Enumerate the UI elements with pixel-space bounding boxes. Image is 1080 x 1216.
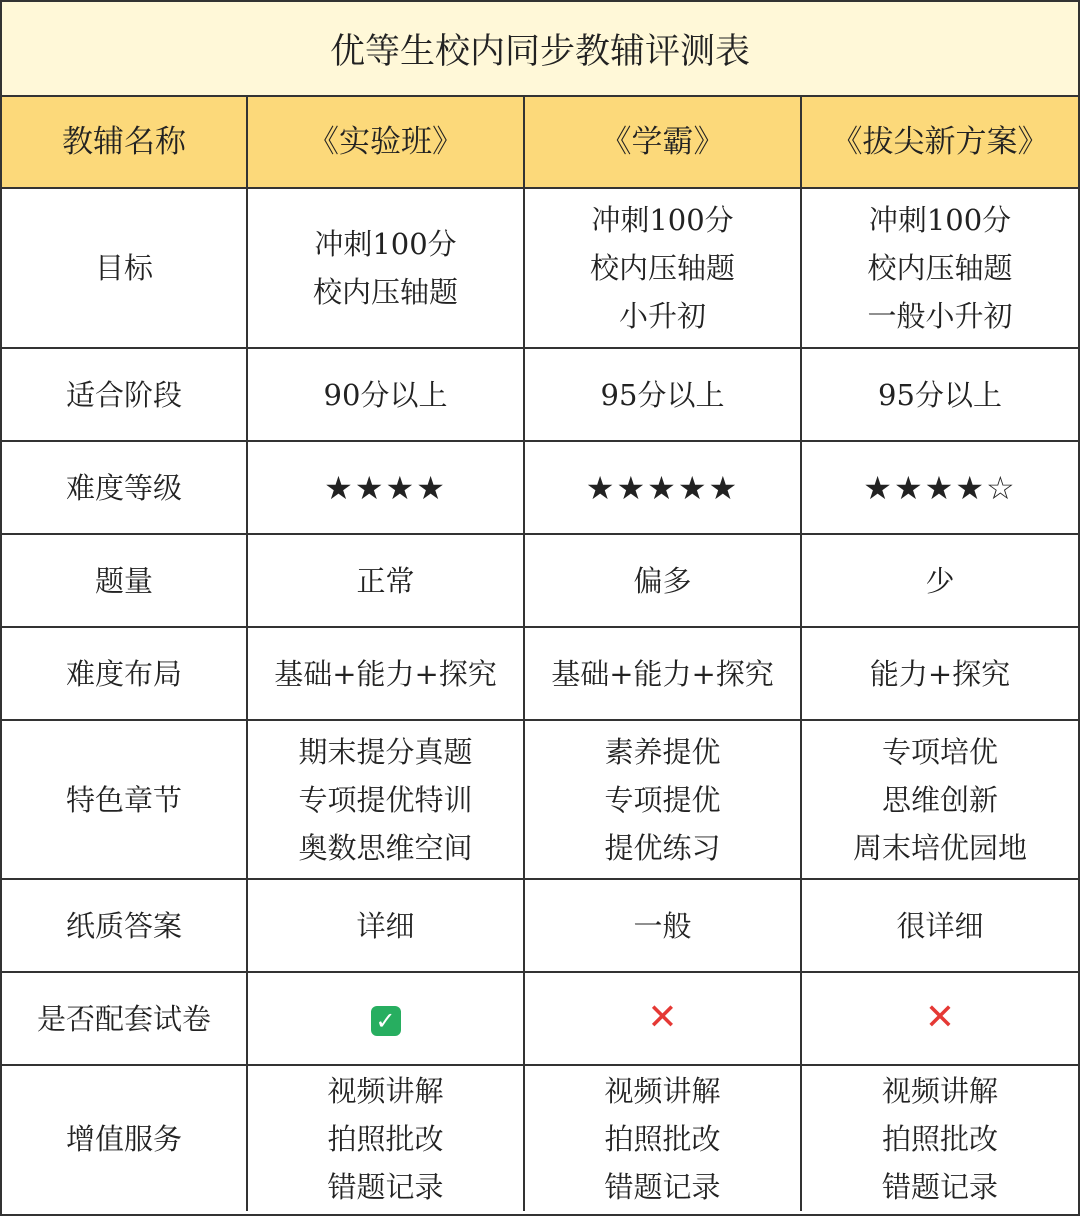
cell-line: 思维创新 — [881, 782, 998, 817]
row-label: 适合阶段 — [2, 348, 247, 441]
table-cell — [524, 972, 801, 1065]
header-cell-bajian: 《拔尖新方案》 — [801, 97, 1078, 188]
table-row — [2, 1065, 1078, 1211]
cell-line: 奥数思维空间 — [298, 830, 473, 865]
table-row — [2, 879, 1078, 972]
cell-line: 90分以上 — [323, 377, 448, 412]
cell-line: 拍照批改 — [881, 1121, 998, 1156]
star-rating: ★★★★☆ — [863, 468, 1017, 507]
comparison-table — [2, 97, 1078, 1211]
header-cell-name: 教辅名称 — [2, 97, 247, 188]
table-cell — [247, 972, 524, 1065]
cell-line: 校内压轴题 — [589, 251, 735, 285]
row-label: 难度等级 — [2, 441, 247, 534]
cell-line: 很详细 — [896, 908, 984, 943]
row-label: 增值服务 — [2, 1065, 247, 1211]
table-cell — [524, 534, 801, 627]
cell-line: 能力+探究 — [869, 656, 1011, 691]
cell-line: 提优练习 — [604, 830, 721, 865]
cell-line: 一般小升初 — [867, 299, 1013, 333]
cell-line: 基础+能力+探究 — [274, 656, 497, 691]
cell-line: 95分以上 — [600, 377, 725, 412]
cell-line: 拍照批改 — [327, 1121, 444, 1156]
cell-line: 校内压轴题 — [312, 275, 458, 309]
cell-line: 冲刺100分 — [314, 227, 457, 261]
table-cell — [801, 348, 1078, 441]
cell-line: 周末培优园地 — [852, 830, 1027, 865]
table-cell — [801, 534, 1078, 627]
table-cell — [524, 1065, 801, 1211]
table-row — [2, 188, 1078, 348]
table-cell — [801, 1065, 1078, 1211]
cell-line: 错题记录 — [327, 1169, 444, 1204]
table-row — [2, 972, 1078, 1065]
cell-line: 校内压轴题 — [867, 251, 1013, 285]
cell-line: 详细 — [356, 908, 415, 943]
cell-line: 素养提优 — [604, 734, 721, 769]
table-row — [2, 534, 1078, 627]
cell-line: 错题记录 — [604, 1169, 721, 1204]
table-cell — [247, 534, 524, 627]
cell-line: 视频讲解 — [327, 1073, 444, 1108]
table-cell — [524, 188, 801, 348]
table-cell — [247, 879, 524, 972]
table-cell — [247, 627, 524, 720]
table-cell — [247, 720, 524, 879]
cross-icon: ✕ — [647, 997, 678, 1038]
header-cell-xueba: 《学霸》 — [524, 97, 801, 188]
header-cell-shiyanban: 《实验班》 — [247, 97, 524, 188]
cell-line: 专项培优 — [881, 734, 998, 769]
cell-line: 视频讲解 — [604, 1073, 721, 1108]
row-label: 特色章节 — [2, 720, 247, 879]
cell-line: 期末提分真题 — [298, 734, 473, 769]
row-label: 目标 — [2, 188, 247, 348]
table-cell — [524, 720, 801, 879]
cell-line: 小升初 — [618, 299, 706, 333]
cell-line: 一般 — [633, 908, 692, 943]
cell-line: 冲刺100分 — [591, 203, 734, 237]
table-title: 优等生校内同步教辅评测表 — [2, 2, 1078, 97]
check-icon: ✓ — [371, 1006, 401, 1036]
cell-line: 基础+能力+探究 — [551, 656, 774, 691]
table-cell — [524, 441, 801, 534]
cross-icon: ✕ — [924, 997, 956, 1038]
table-cell — [524, 348, 801, 441]
star-rating: ★★★★ — [324, 468, 447, 507]
cell-line: 偏多 — [633, 563, 692, 598]
header-row — [2, 97, 1078, 188]
table-cell — [247, 188, 524, 348]
table-cell — [801, 441, 1078, 534]
cell-line: 专项提优特训 — [298, 782, 473, 817]
row-label: 是否配套试卷 — [2, 972, 247, 1065]
table-cell — [801, 879, 1078, 972]
row-label: 题量 — [2, 534, 247, 627]
table-cell — [801, 972, 1078, 1065]
cell-line: 视频讲解 — [881, 1073, 998, 1108]
table-cell — [524, 879, 801, 972]
row-label: 纸质答案 — [2, 879, 247, 972]
cell-line: 冲刺100分 — [868, 203, 1012, 237]
table-cell — [524, 627, 801, 720]
table-row — [2, 627, 1078, 720]
star-rating: ★★★★★ — [585, 468, 740, 507]
cell-line: 少 — [925, 563, 955, 598]
table-row — [2, 720, 1078, 879]
cell-line: 拍照批改 — [604, 1121, 721, 1156]
cell-line: 95分以上 — [878, 377, 1002, 412]
table-cell — [801, 627, 1078, 720]
cell-line: 正常 — [356, 563, 415, 598]
table-cell — [801, 720, 1078, 879]
cell-line: 错题记录 — [881, 1169, 998, 1204]
table-cell — [247, 348, 524, 441]
table-cell — [247, 441, 524, 534]
cell-line: 专项提优 — [604, 782, 721, 817]
table-row — [2, 348, 1078, 441]
table-row — [2, 441, 1078, 534]
table-cell — [247, 1065, 524, 1211]
row-label: 难度布局 — [2, 627, 247, 720]
table-cell — [801, 188, 1078, 348]
